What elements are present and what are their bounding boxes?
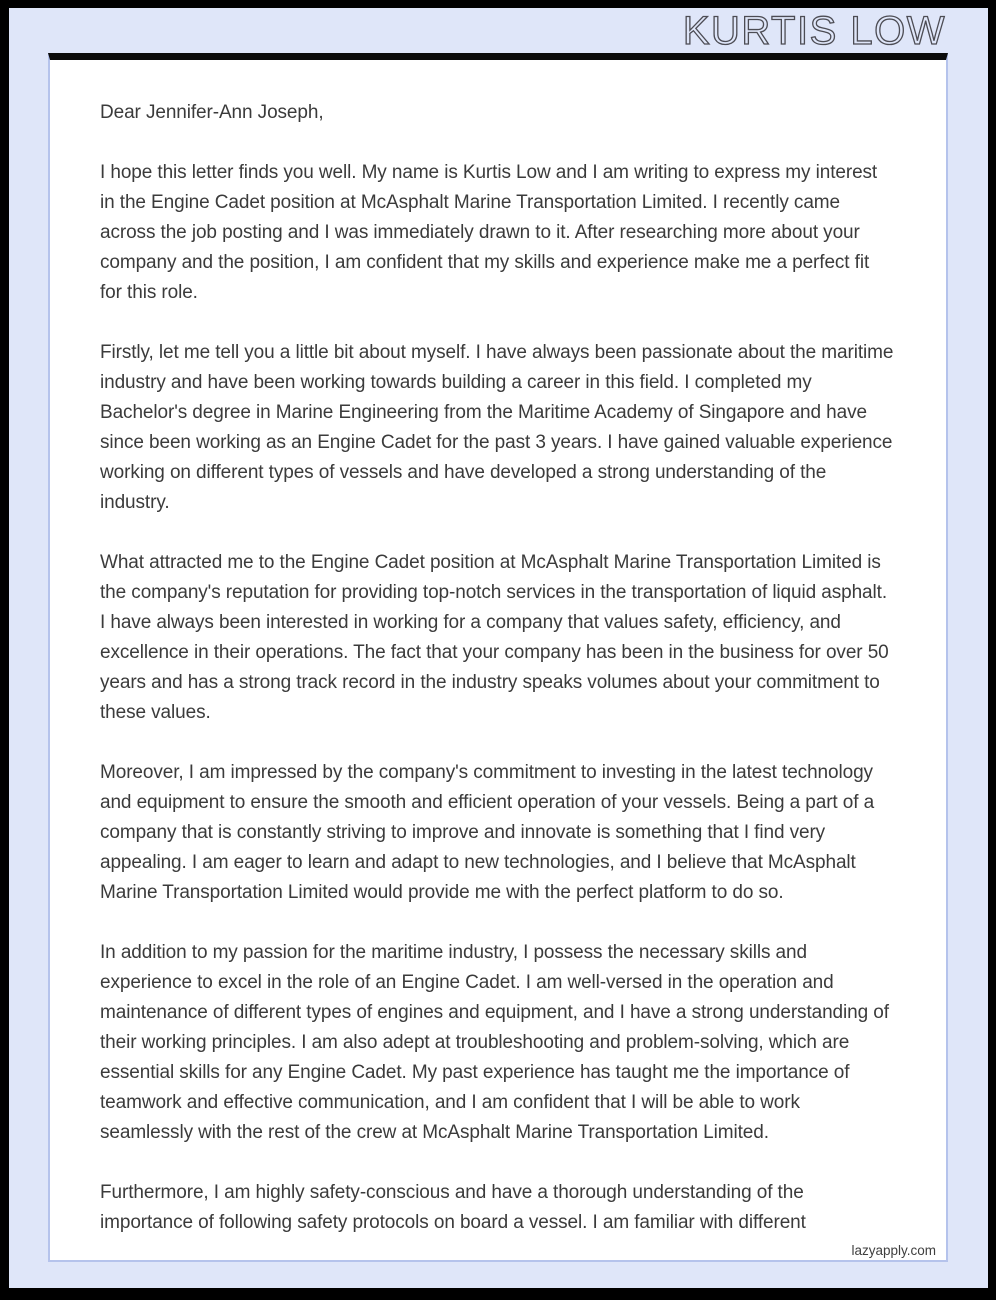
greeting-line: Dear Jennifer-Ann Joseph, — [100, 102, 324, 123]
letter-document — [48, 53, 948, 1262]
letter-content — [50, 60, 946, 1238]
page-title: KURTIS LOW — [682, 9, 946, 53]
letter-paragraph: In addition to my passion for the maritime industry, I possess the necessary skills and experience to excel in the role of an Engine Cadet. I am well-versed in the operation and maintenance of different types of engines and equipment, and I have a strong understanding of their working principles. I am also adept at troubleshooting and problem-solving, which are essential skills for any Engine Cadet. My past experience has taught me the importance of teamwork and effective communication, and I am confident that I will be able to work seamlessly with the rest of the crew at McAsphalt Marine Transportation Limited. — [100, 942, 889, 1143]
letter-paragraph: Moreover, I am impressed by the company's commitment to investing in the latest technology and equipment to ensure the smooth and efficient operation of your vessels. Being a part of a company that is constantly striving to improve and innovate is something that I find very appealing. I am eager to learn and adapt to new technologies, and I believe that McAsphalt Marine Transportation Limited would provide me with the perfect platform to do so. — [100, 762, 875, 903]
letter-paragraph: Furthermore, I am highly safety-conscious and have a thorough understanding of the importance of following safety protocols on board a vessel. I am familiar with different — [100, 1182, 806, 1233]
letter-paragraph: I hope this letter finds you well. My name is Kurtis Low and I am writing to express my interest in the Engine Cadet position at McAsphalt Marine Transportation Limited. I recently came across the job posting and I was immediately drawn to it. After researching more about your company and the position, I am confident that my skills and experience make me a perfect fit for this role. — [100, 162, 878, 303]
letter-paragraph: Firstly, let me tell you a little bit about myself. I have always been passionate about the maritime industry and have been working towards building a career in this field. I completed my Bachelor's degree in Marine Engineering from the Maritime Academy of Singapore and have since been working as an Engine Cadet for the past 3 years. I have gained valuable experience working on different types of vessels and have developed a strong understanding of the industry. — [100, 342, 894, 513]
watermark-text: lazyapply.com — [851, 1243, 936, 1258]
letter-paragraph: What attracted me to the Engine Cadet position at McAsphalt Marine Transportation Limited is the company's reputation for providing top-notch services in the transportation of liquid asphalt. I have always been interested in working for a company that values safety, efficiency, and excellence in their operations. The fact that your company has been in the business for over 50 years and has a strong track record in the industry speaks volumes about your commitment to these values. — [100, 552, 889, 723]
